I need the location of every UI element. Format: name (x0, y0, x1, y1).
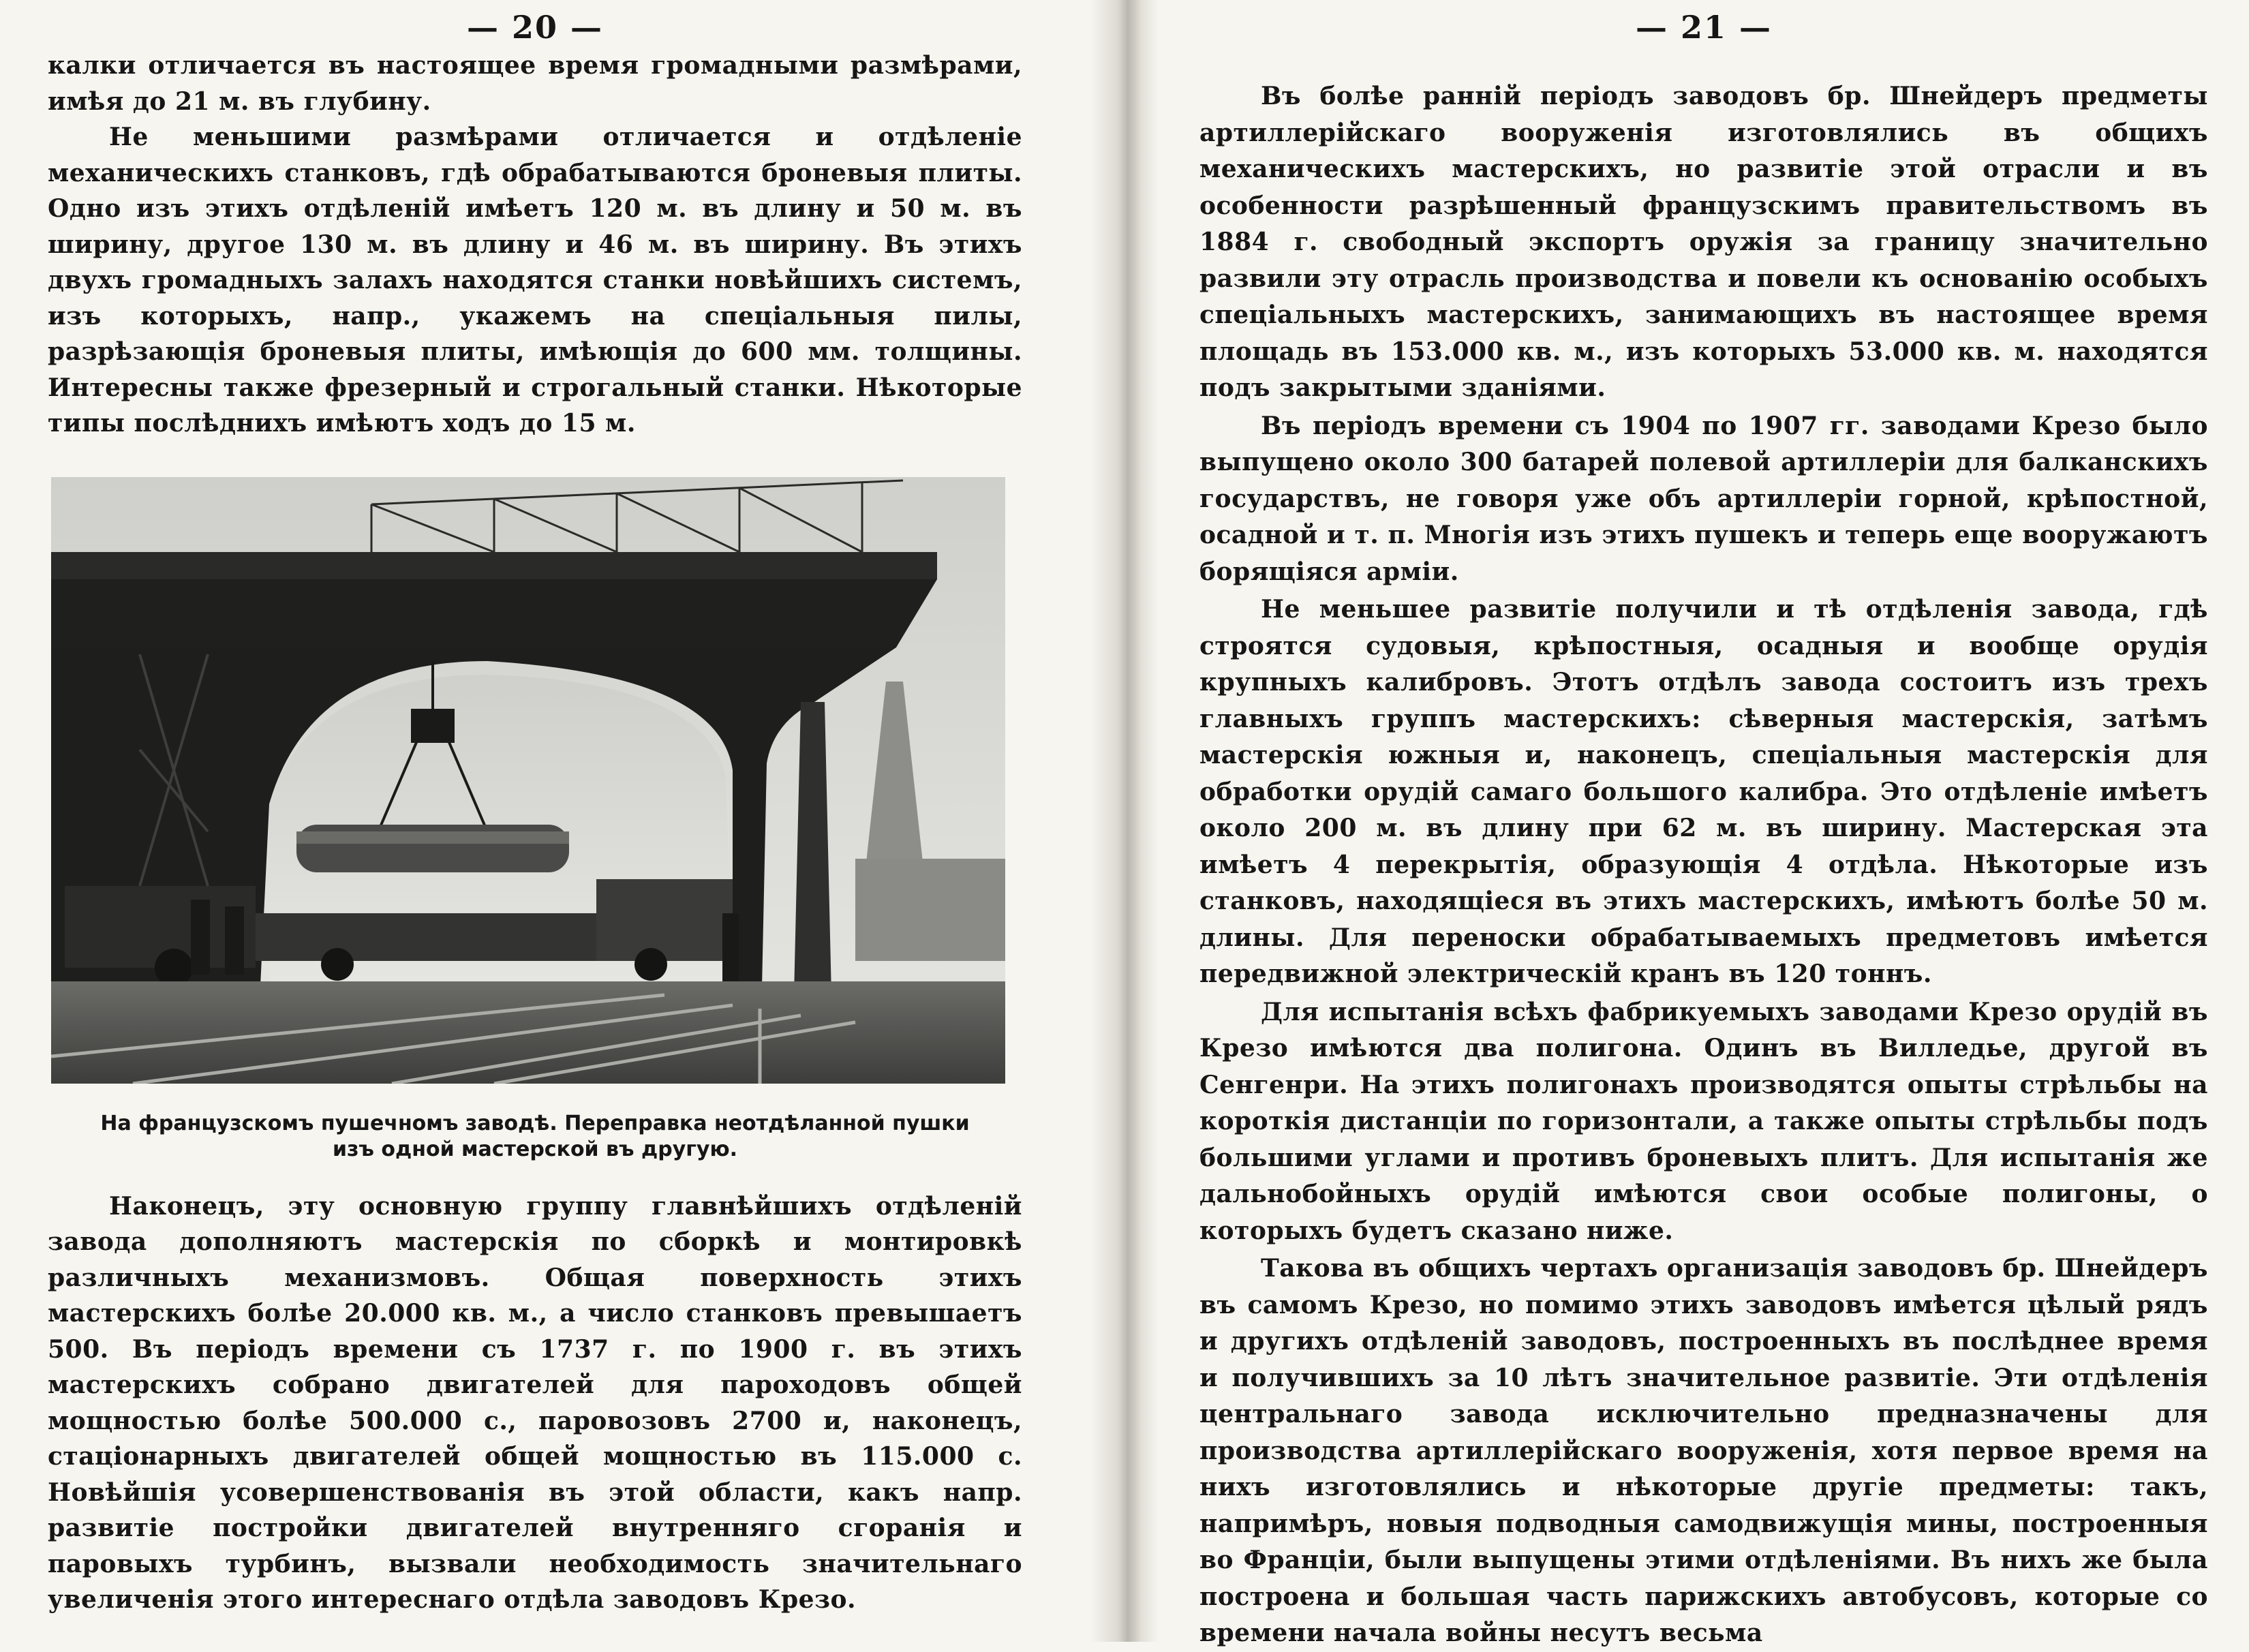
paragraph: Такова въ общихъ чертахъ организація заводовъ бр. Шнейдеръ въ самомъ Крезо, но помимо этихъ заводовъ имѣется цѣлый рядъ и другихъ отдѣленій заводовъ, построенныхъ въ послѣднее время и получившихъ за 10 лѣтъ значительное развитіе. Эти отдѣленія центральнаго завода исключительно предназначены для производства артиллерійскаго вооруженія, хотя первое время на нихъ изготовлялись и нѣкоторые другіе предметы: такъ, напримѣръ, новыя подводныя самодвижущія мины, построенныя во Франціи, были выпущены этими отдѣленіями. Въ нихъ же была построена и большая часть парижскихъ автобусовъ, которые со времени начала войны несутъ весьма (1199, 1254, 2208, 1647)
paragraph: Въ періодъ времени съ 1904 по 1907 гг. заводами Крезо было выпущено около 300 батарей полевой артиллеріи для балканскихъ государствъ, не говоря уже объ артиллеріи горной, крѣпостной, осадной и т. п. Многія изъ этихъ пушекъ и теперь еще вооружаютъ борящіяся арміи. (1199, 411, 2208, 586)
book-gutter (1090, 0, 1159, 1642)
paragraph: калки отличается въ настоящее время громадными размѣрами, имѣя до 21 м. въ глубину. (48, 51, 1022, 116)
page-number: — 21 — (1635, 9, 1773, 46)
photo-caption (48, 1111, 1022, 1163)
right-page (1159, 0, 2249, 1647)
photo-caption-line: На французскомъ пушечномъ заводѣ. Переправка неотдѣланной пушки (100, 1111, 970, 1135)
paragraph: Наконецъ, эту основную группу главнѣйшихъ отдѣленій завода дополняютъ мастерскія по сборкѣ и монтировкѣ различныхъ механизмовъ. Общая поверхность этихъ мастерскихъ болѣе 20.000 кв. м., а число станковъ превышаетъ 500. Въ періодъ времени съ 1737 г. по 1900 г. въ этихъ мастерскихъ собрано двигателей для пароходовъ общей мощностью болѣе 500.000 с., паровозовъ 2700 и, наконецъ, стаціонарныхъ двигателей общей мощностью въ 115.000 с. Новѣйшія усовершенствованія въ этой области, какъ напр. развитіе постройки двигателей внутренняго сгоранія и паровыхъ турбинъ, вызвали необходимость значительнаго увеличенія этого интереснаго отдѣла заводовъ Крезо. (48, 1191, 1022, 1614)
paragraph: Въ болѣе ранній періодъ заводовъ бр. Шнейдеръ предметы артиллерійскаго вооруженія изготовлялись въ общихъ механическихъ мастерскихъ, но развитіе этой отрасли и въ особенности разрѣшенный французскимъ правительствомъ въ 1884 г. свободный экспортъ оружія за границу значительно развили эту отрасль производства и повели къ основанію особыхъ спеціальныхъ мастерскихъ, занимающихъ въ настоящее время площадь въ 153.000 кв. м., изъ которыхъ 53.000 кв. м. находятся подъ закрытыми зданіями. (1199, 82, 2208, 402)
photo-caption-line: изъ одной мастерской въ другую. (332, 1137, 738, 1161)
factory-photo-illustration (51, 477, 1005, 1084)
paragraph: Не меньшими размѣрами отличается и отдѣленіе механическихъ станковъ, гдѣ обрабатываются броневыя плиты. Одно изъ этихъ отдѣленій имѣетъ 120 м. въ длину и 50 м. въ ширину, другое 130 м. въ длину и 46 м. въ ширину. Въ этихъ двухъ громадныхъ залахъ находятся станки новѣйшихъ системъ, изъ которыхъ, напр., укажемъ на спеціальныя пилы, разрѣзающія броневыя плиты, имѣющія до 600 мм. толщины. Интересны также фрезерный и строгальный станки. Нѣкоторые типы послѣднихъ имѣютъ ходъ до 15 м. (48, 123, 1022, 438)
factory-photo (51, 477, 1005, 1084)
paragraph: Для испытанія всѣхъ фабрикуемыхъ заводами Крезо орудій въ Крезо имѣются два полигона. Одинъ въ Вилледье, другой въ Сенгенри. На этихъ полигонахъ производятся опыты стрѣльбы на короткія дистанціи по горизонтали, а также опыты стрѣльбы подъ большими углами и противъ броневыхъ плитъ. Для испытанія же дальнобойныхъ орудій имѣются свои особые полигоны, о которыхъ будетъ сказано ниже. (1199, 997, 2208, 1245)
text-block-bottom (48, 1189, 1022, 1618)
paragraph: Не меньшее развитіе получили и тѣ отдѣленія завода, гдѣ строятся судовыя, крѣпостныя, осадныя и вообще орудія крупныхъ калибровъ. Этотъ отдѣлъ завода состоитъ изъ трехъ главныхъ группъ мастерскихъ: сѣверныя мастерскія, затѣмъ мастерскія южныя и, наконецъ, спеціальныя мастерскія для обработки орудій самаго большого калибра. Это отдѣленіе имѣетъ около 200 м. въ длину при 62 м. въ ширину. Мастерская эта имѣетъ 4 перекрытія, образующія 4 отдѣла. Нѣкоторые изъ станковъ, находящіеся въ этихъ мастерскихъ, имѣютъ болѣе 50 м. длины. Для переноски обрабатываемыхъ предметовъ имѣется передвижной электрическій кранъ въ 120 тоннъ. (1199, 595, 2208, 988)
left-page (0, 0, 1090, 1642)
text-block (1199, 78, 2208, 1652)
text-block-top (48, 48, 1022, 442)
page-number: — 20 — (466, 9, 604, 46)
